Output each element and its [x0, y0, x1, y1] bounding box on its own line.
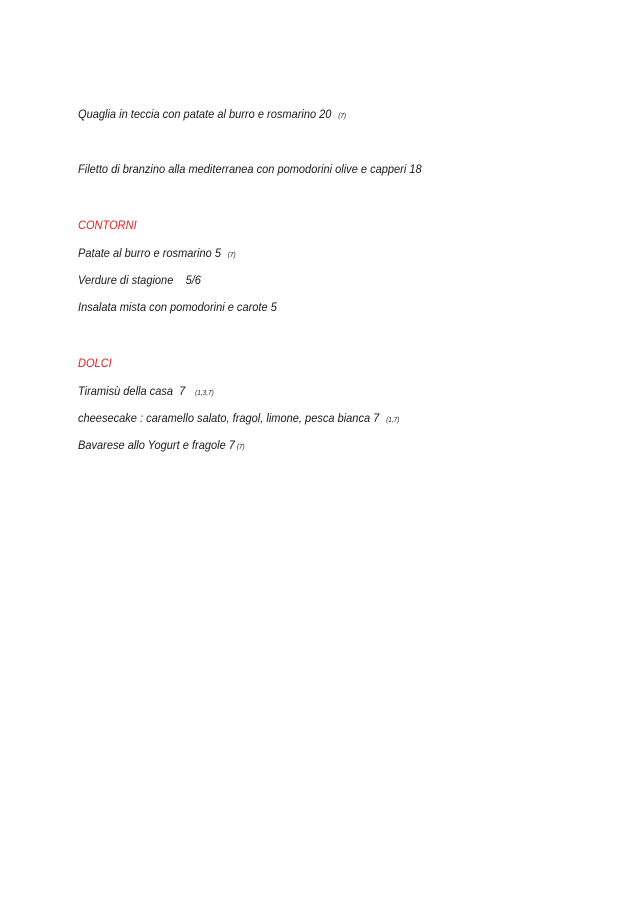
menu-item-text: Insalata mista con pomodorini e carote 5	[78, 300, 277, 314]
menu-item-cheesecake	[78, 411, 399, 428]
menu-item-verdure	[78, 273, 201, 287]
menu-item-tiramisu	[78, 384, 214, 401]
menu-item-branzino	[78, 162, 422, 176]
menu-item-text: Filetto di branzino alla mediterranea con pomodorini olive e capperi 18	[78, 162, 422, 176]
allergen-codes: (7)	[236, 444, 245, 451]
menu-item-patate	[78, 246, 236, 263]
menu-item-insalata	[78, 300, 277, 314]
menu-item-text: Bavarese allo Yogurt e fragole 7	[78, 438, 235, 452]
menu-item-bavarese	[78, 438, 245, 455]
allergen-codes: (7)	[338, 113, 347, 120]
section-heading-dolci: DOLCI	[78, 356, 112, 370]
section-heading-contorni: CONTORNI	[78, 218, 137, 232]
menu-item-text: cheesecake : caramello salato, fragol, limone, pesca bianca 7	[78, 411, 383, 425]
menu-item-text: Quaglia in teccia con patate al burro e rosmarino 20	[78, 107, 335, 121]
menu-item-text: Verdure di stagione 5/6	[78, 273, 201, 287]
allergen-codes: (1,7)	[386, 417, 400, 424]
allergen-codes: (7)	[227, 252, 236, 259]
menu-item-text: Tiramisù della casa 7	[78, 384, 192, 398]
menu-item-quaglia	[78, 107, 346, 124]
allergen-codes: (1,3,7)	[195, 390, 214, 397]
menu-item-text: Patate al burro e rosmarino 5	[78, 246, 225, 260]
